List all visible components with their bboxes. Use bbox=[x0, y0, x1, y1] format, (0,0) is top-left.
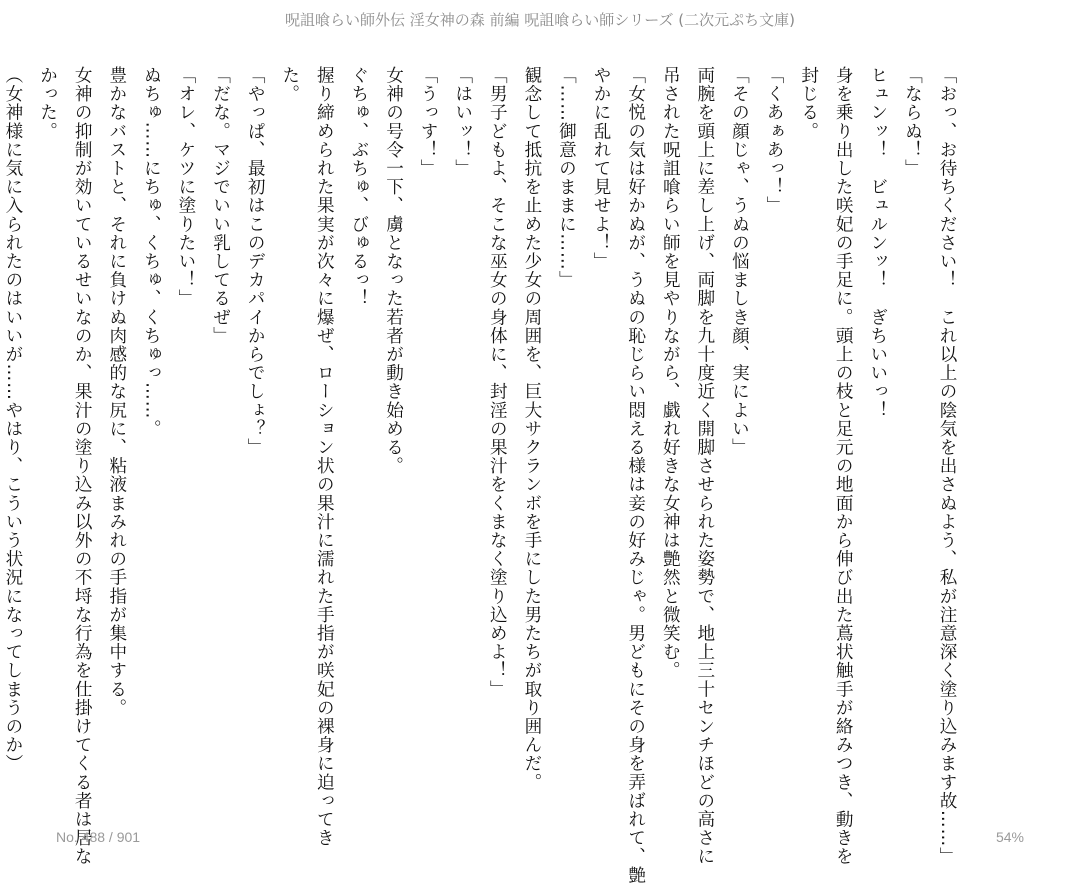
text-column: 「だな。マジでいい乳してるぜ」 bbox=[210, 66, 231, 345]
text-column: 「ならぬ！」 bbox=[902, 66, 923, 178]
text-column: 女神の抑制が効いているせいなのか、果汁の塗り込み以外の不埒な行為を仕掛けてくる者は居な bbox=[72, 66, 93, 866]
text-column: 豊かなバストと、それに負けぬ肉感的な尻に、粘液まみれの手指が集中する。 bbox=[106, 66, 127, 717]
text-column: 封じる。 bbox=[798, 66, 819, 141]
text-column: やかに乱れて見せよ！」 bbox=[591, 66, 612, 271]
text-column: 女神の号令一下、虜となった若者が動き始める。 bbox=[383, 66, 404, 476]
location-indicator: No. 488 / 901 bbox=[56, 829, 141, 845]
text-column: 「うっす！」 bbox=[418, 66, 439, 178]
text-column: 「くあぁあっ！」 bbox=[764, 66, 785, 215]
text-column: ぬちゅ……にちゅ、くちゅ、くちゅっ……。 bbox=[141, 66, 162, 438]
text-column: ぐちゅ、ぶちゅ、びゅるっ！ bbox=[348, 66, 369, 308]
book-title-header: 呪詛喰らい師外伝 淫女神の森 前編 呪詛喰らい師シリーズ (二次元ぷち文庫) bbox=[284, 11, 796, 29]
text-column: 握り締められた果実が次々に爆ぜ、ローション状の果汁に濡れた手指が咲妃の裸身に迫ってき bbox=[314, 66, 335, 848]
text-column: た。 bbox=[279, 66, 300, 104]
text-column: 両腕を頭上に差し上げ、両脚を九十度近く開脚させられた姿勢で、地上三十センチほどの高さに bbox=[694, 66, 715, 866]
text-column: 「はいッ！」 bbox=[452, 66, 473, 178]
text-column: （女神様に気に入られたのはいいが……やはり、こういう状況になってしまうのか） bbox=[2, 66, 23, 773]
text-column: かった。 bbox=[37, 66, 58, 141]
text-column: 「女悦の気は好かぬが、うぬの恥じらい悶える様は妾の好みじゃ。男どもにその身を弄ばれて、艶 bbox=[625, 66, 646, 884]
text-column: 身を乗り出した咲妃の手足に。頭上の枝と足元の地面から伸び出た蔦状触手が絡みつき、動きを bbox=[833, 66, 854, 866]
text-column: ヒュンッ！ ビュルンッ！ ぎちいいっ！ bbox=[867, 66, 888, 420]
text-column: 「男子どもよ、そこな巫女の身体に、封淫の果汁をくまなく塗り込めよ！」 bbox=[487, 66, 508, 699]
text-column: 「おっ、お待ちください！ これ以上の陰気を出さぬよう、私が注意深く塗り込みます故……」 bbox=[937, 66, 957, 866]
text-column: 「オレ、ケツに塗りたい！」 bbox=[175, 66, 196, 308]
reading-progress: 54% bbox=[995, 829, 1024, 845]
text-column: 「やっぱ、最初はこのデカパイからでしょ？」 bbox=[245, 66, 266, 457]
text-column: 吊された呪詛喰らい師を見やりながら、戯れ好きな女神は艶然と微笑む。 bbox=[660, 66, 681, 680]
text-column: 観念して抵抗を止めた少女の周囲を、巨大サクランボを手にした男たちが取り囲んだ。 bbox=[521, 66, 542, 792]
text-column: 「その顔じゃ、うぬの悩ましき顔、実によい」 bbox=[729, 66, 750, 457]
text-column: 「……御意のままに……」 bbox=[556, 66, 577, 290]
